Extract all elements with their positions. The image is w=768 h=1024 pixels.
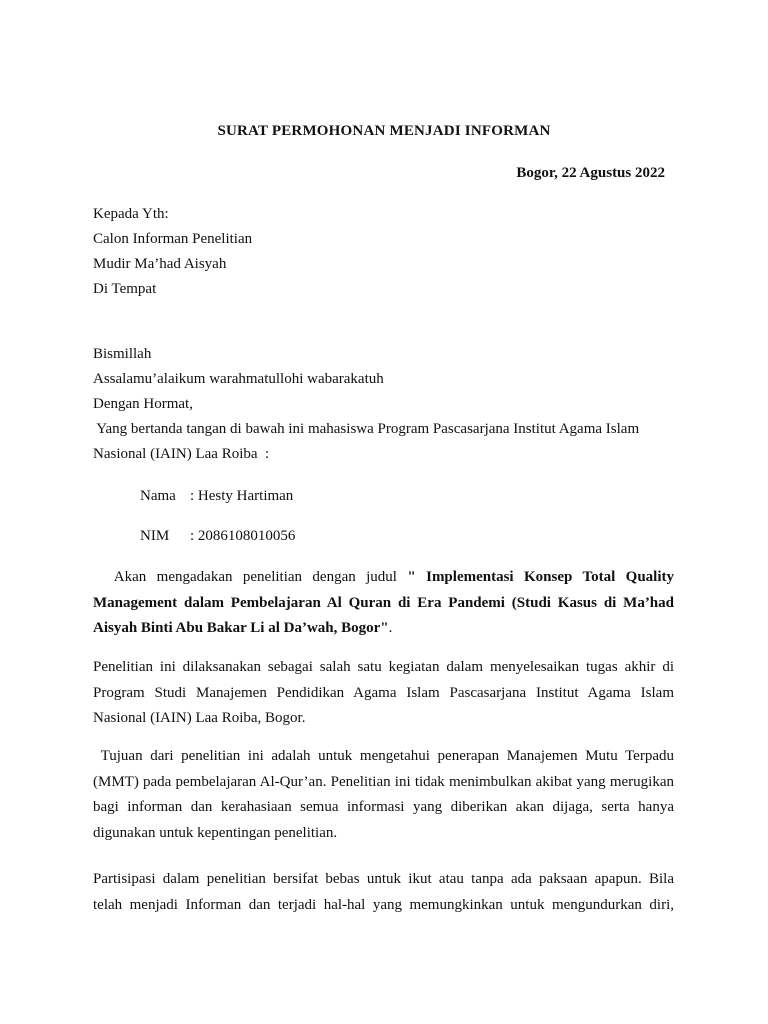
name-field [140,488,293,505]
nim-field [140,528,295,545]
recipient-line: Di Tempat [93,281,157,297]
research-prefix: Akan mengadakan penelitian dengan judul [93,569,408,585]
letter-date: Bogor, 22 Agustus 2022 [516,165,665,181]
greeting-line: Bismillah [93,346,152,362]
recipient-line: Calon Informan Penelitian [93,231,253,247]
greeting-line: Assalamu’alaikum warahmatullohi wabarakatuh [93,371,384,387]
nim-value: : 2086108010056 [190,528,296,544]
intro-line: Yang bertanda tangan di bawah ini mahasiswa Program Pascasarjana Institut Agama Islam [93,421,640,437]
research-paragraph [93,565,674,642]
nim-label: NIM [140,528,170,544]
letter-title: SURAT PERMOHONAN MENJADI INFORMAN [217,123,551,139]
purpose-paragraph: Penelitian ini dilaksanakan sebagai salah satu kegiatan dalam menyelesaikan tugas akhir di Program Studi Manajemen Pendidikan Agama Islam Pascasarjana Institut Agama Islam Nasional (IAIN) Laa Roiba, Bogor. [93,659,674,726]
greeting-line: Dengan Hormat, [93,396,193,412]
name-value: : Hesty Hartiman [190,488,294,504]
research-suffix: . [388,620,393,636]
recipient-line: Kepada Yth: [93,206,169,222]
name-label: Nama [140,488,176,504]
participation-line: Partisipasi dalam penelitian bersifat bebas untuk ikut atau tanpa ada paksaan apapun. Bila [93,871,674,887]
research-title: " Implementasi Konsep Total Quality Management dalam Pembelajaran Al Quran di Era Pandemi (Studi Kasus di Ma’had Aisyah Binti Abu Bakar Li al Da’wah, Bogor" [93,569,674,636]
goal-paragraph: Tujuan dari penelitian ini adalah untuk mengetahui penerapan Manajemen Mutu Terpadu (MMT) pada pembelajaran Al-Qur’an. Penelitian ini tidak menimbulkan akibat yang merugikan bagi informan dan kerahasiaan semua informasi yang diberikan akan dijaga, serta hanya digunakan untuk kepentingan penelitian. [93,748,678,841]
recipient-line: Mudir Ma’had Aisyah [93,256,227,272]
participation-line: telah menjadi Informan dan terjadi hal-hal yang memungkinkan untuk mengundurkan diri, [93,897,674,913]
intro-line: Nasional (IAIN) Laa Roiba : [93,446,270,462]
